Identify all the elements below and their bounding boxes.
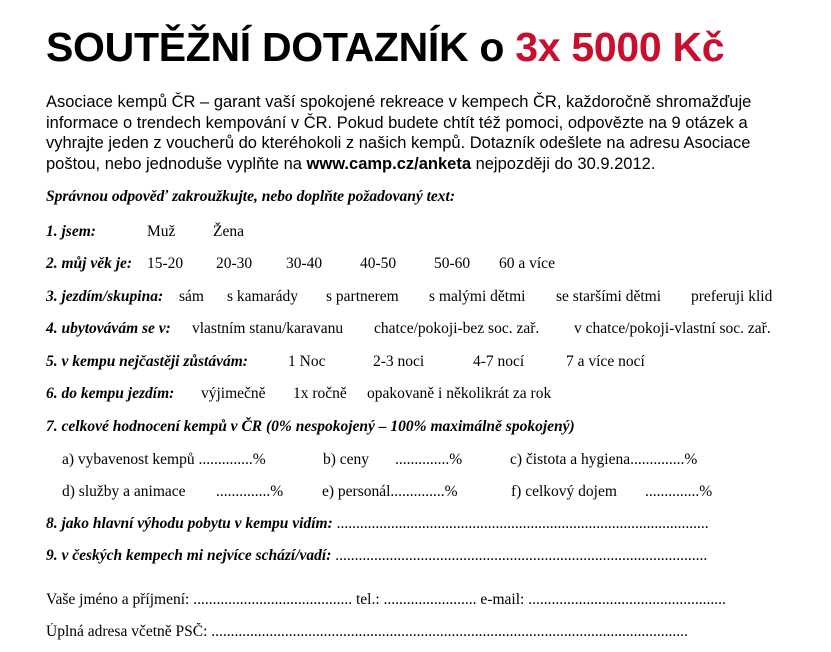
answer-option[interactable]: chatce/pokoji-bez soc. zař.: [374, 320, 540, 337]
answer-option[interactable]: Žena: [213, 223, 244, 240]
question-6: [46, 385, 806, 403]
address-field[interactable]: ...........................................................................................................................: [211, 623, 688, 640]
instruction: Správnou odpověď zakroužkujte, nebo doplňte požadovaný text:: [46, 188, 456, 205]
answer-option[interactable]: 4-7 nocí: [473, 353, 525, 370]
tel-label: tel.:: [355, 591, 380, 608]
rating-row: [46, 451, 806, 471]
question-label: 8. jako hlavní výhodu pobytu v kempu vidím:: [46, 515, 333, 532]
answer-option[interactable]: 1x ročně: [293, 385, 347, 402]
question-label: 5. v kempu nejčastěji zůstávám:: [46, 353, 248, 370]
intro-text: nejpozději do 30.9.2012.: [471, 154, 656, 173]
answer-blank[interactable]: ................................................................................................: [335, 547, 708, 564]
title-accent: 3x 5000 Kč: [515, 24, 725, 70]
question-label: 3. jezdím/skupina:: [46, 288, 164, 305]
intro-text: poštou, nebo jednoduše vyplňte na: [46, 154, 307, 173]
answer-option[interactable]: výjimečně: [201, 385, 266, 402]
answer-option[interactable]: 40-50: [360, 255, 397, 272]
answer-option[interactable]: 60 a více: [499, 255, 555, 272]
question-4: [46, 320, 806, 338]
tel-field[interactable]: ........................: [383, 591, 477, 608]
answer-option[interactable]: sám: [179, 288, 204, 305]
question-5: [46, 353, 806, 371]
rating-field[interactable]: ..............%: [395, 451, 463, 468]
contact-row: [46, 591, 791, 609]
answer-option[interactable]: Muž: [147, 223, 176, 240]
question-label: 9. v českých kempech mi nejvíce schází/vadí:: [46, 547, 332, 564]
rating-field[interactable]: a) vybavenost kempů ..............%: [62, 451, 266, 468]
email-label: e-mail:: [480, 591, 525, 608]
intro-line: [46, 154, 806, 175]
answer-option[interactable]: 30-40: [286, 255, 323, 272]
question-1: [46, 223, 806, 241]
rating-field: d) služby a animace: [62, 483, 186, 500]
answer-option[interactable]: 50-60: [434, 255, 471, 272]
question-label: 2. můj věk je:: [46, 255, 133, 272]
question-label: 1. jsem:: [46, 223, 96, 240]
answer-option[interactable]: 2-3 noci: [373, 353, 425, 370]
answer-option[interactable]: preferuji klid: [691, 288, 773, 305]
question-9: [46, 547, 791, 565]
answer-option[interactable]: s malými dětmi: [429, 288, 526, 305]
name-field[interactable]: .........................................: [193, 591, 353, 608]
title-main: SOUTĚŽNÍ DOTAZNÍK o: [46, 24, 516, 70]
answer-option[interactable]: v chatce/pokoji-vlastní soc. zař.: [574, 320, 771, 337]
answer-option[interactable]: 20-30: [216, 255, 253, 272]
survey-url: www.camp.cz/anketa: [306, 154, 471, 173]
answer-option[interactable]: se staršími dětmi: [556, 288, 662, 305]
question-3: [46, 288, 806, 306]
rating-field[interactable]: c) čistota a hygiena..............%: [510, 451, 698, 468]
rating-field[interactable]: e) personál..............%: [322, 483, 458, 500]
rating-field[interactable]: ..............%: [216, 483, 284, 500]
question-label: 7. celkové hodnocení kempů v ČR (0% nespokojený – 100% maximálně spokojený): [46, 418, 575, 435]
question-label: 4. ubytovávám se v:: [46, 320, 171, 337]
address-label: Úplná adresa včetně PSČ:: [46, 623, 208, 640]
answer-option[interactable]: 7 a více nocí: [566, 353, 645, 370]
question-8: [46, 515, 791, 533]
answer-option[interactable]: opakovaně i několikrát za rok: [367, 385, 552, 402]
intro-line: Asociace kempů ČR – garant vaší spokojené rekreace v kempech ČR, každoročně shromažďuje: [46, 93, 752, 111]
answer-option[interactable]: 1 Noc: [288, 353, 326, 370]
intro-line: informace o trendech kempování v ČR. Pokud budete chtít též pomoci, odpovězte na 9 otázek a: [46, 113, 748, 132]
rating-field[interactable]: ..............%: [645, 483, 713, 500]
name-label: Vaše jméno a příjmení:: [46, 591, 190, 608]
rating-field: b) ceny: [323, 451, 370, 468]
answer-blank[interactable]: ................................................................................................: [336, 515, 709, 532]
email-field[interactable]: ...................................................: [528, 591, 726, 608]
question-2: [46, 255, 806, 273]
intro-paragraph: [46, 92, 806, 174]
intro-line: vyhrajte jeden z voucherů do kteréhokoli z našich kempů. Dotazník odešlete na adresu Asociace: [46, 134, 751, 152]
answer-option[interactable]: s partnerem: [326, 288, 399, 305]
address-row: [46, 623, 791, 641]
rating-row: [46, 483, 806, 503]
question-label: 6. do kempu jezdím:: [46, 385, 175, 402]
answer-option[interactable]: s kamarády: [227, 288, 299, 305]
answer-option[interactable]: vlastním stanu/karavanu: [192, 320, 344, 337]
answer-option[interactable]: 15-20: [147, 255, 184, 272]
form-title: [46, 24, 724, 71]
rating-field: f) celkový dojem: [511, 483, 617, 500]
